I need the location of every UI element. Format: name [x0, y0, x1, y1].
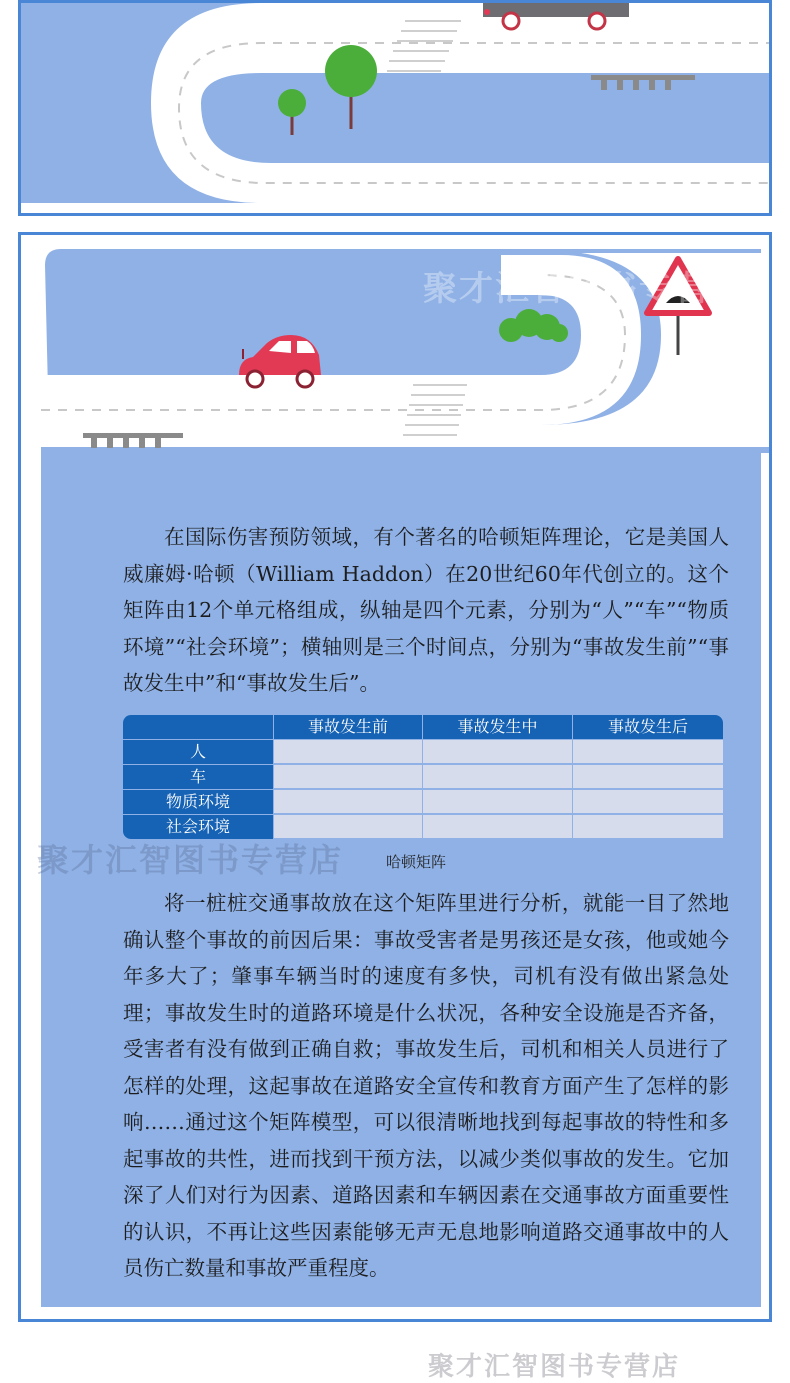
matrix-row-header: 车 — [123, 765, 273, 789]
matrix-cell — [423, 740, 572, 763]
matrix-cell — [573, 815, 723, 838]
matrix-cell — [274, 790, 422, 813]
top-illustration-panel — [18, 0, 772, 216]
matrix-row-header: 人 — [123, 740, 273, 764]
watermark-text: 聚才汇智图书专营店 — [423, 269, 747, 309]
matrix-cell — [423, 815, 572, 838]
matrix-cell — [573, 790, 723, 813]
matrix-corner-cell — [123, 715, 273, 739]
matrix-col-header: 事故发生后 — [573, 715, 723, 739]
paragraph-matrix-analysis: 将一桩桩交通事故放在这个矩阵里进行分析，就能一目了然地确认整个事故的前因后果：事故受害者是男孩还是女孩，他或她今年多大了；肇事车辆当时的速度有多快，司机有没有做出紧急处理；事故发生时的道路环境是什么状况，各种安全设施是否齐备，受害者有没有做到正确自救；事故发生后，司机和相关人员进行了怎样的处理，这起事故在道路安全宣传和教育方面产生了怎样的影响……通过这个矩阵模型，可以很清晰地找到每起事故的特性和多起事故的共性，进而找到干预方法，以减少类似事故的发生。它加深了人们对行为因素、道路因素和车辆因素在交通事故方面重要性的认识，不再让这些因素能够无声无息地影响道路交通事故中的人员伤亡数量和事故严重程度。 — [123, 891, 729, 1280]
watermark-text: 聚才汇智图书专营店 — [37, 841, 344, 879]
main-content-panel — [18, 232, 772, 1322]
matrix-col-header: 事故发生中 — [423, 715, 572, 739]
road-scene-top — [21, 3, 772, 216]
haddon-matrix-table — [123, 715, 723, 837]
paragraph-haddon-intro: 在国际伤害预防领域，有个著名的哈顿矩阵理论，它是美国人威廉姆·哈顿（William Haddon）在20世纪60年代创立的。这个矩阵由12个单元格组成，纵轴是四个元素，分别为“人”“车”“物质环境”“社会环境”；横轴则是三个时间点，分别为“事故发生前”“事故发生中”和“事故发生后”。 — [123, 525, 729, 695]
matrix-cell — [274, 740, 422, 763]
matrix-col-header: 事故发生前 — [274, 715, 422, 739]
matrix-cell — [423, 790, 572, 813]
matrix-cell — [423, 765, 572, 788]
matrix-row-header: 物质环境 — [123, 790, 273, 814]
watermark-text-bottom: 聚才汇智图书专营店 — [428, 1352, 681, 1382]
matrix-cell — [573, 740, 723, 763]
matrix-row-header: 社会环境 — [123, 815, 273, 839]
matrix-caption: 哈顿矩阵 — [386, 853, 447, 871]
matrix-cell — [573, 765, 723, 788]
matrix-cell — [274, 765, 422, 788]
